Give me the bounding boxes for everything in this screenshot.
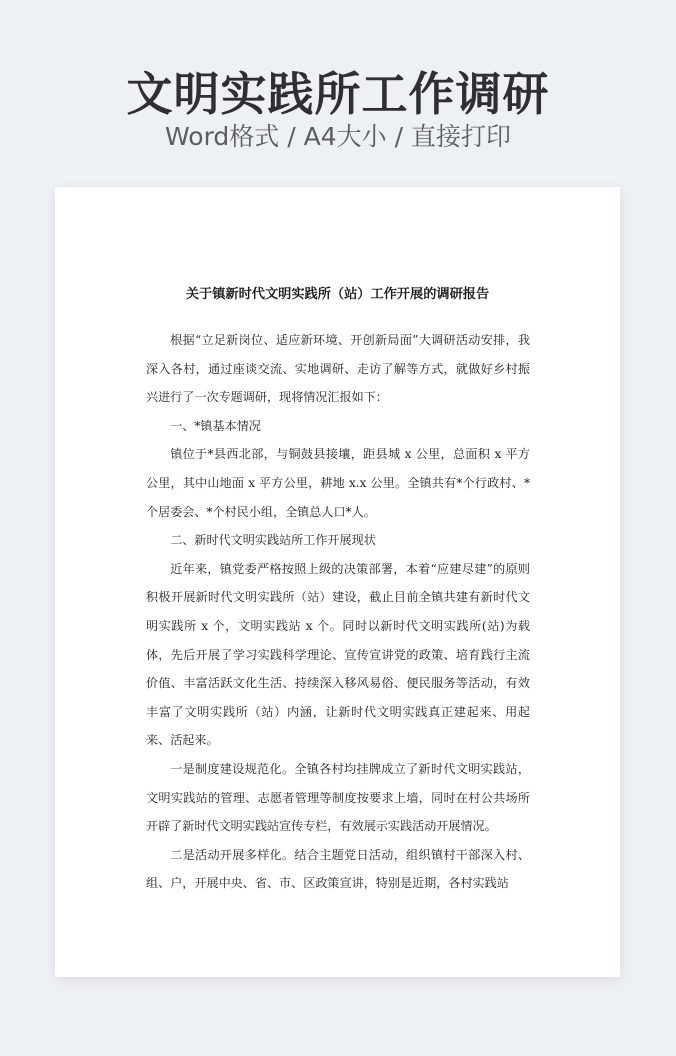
document-title: 关于镇新时代文明实践所（站）工作开展的调研报告 [185, 287, 490, 302]
section-heading-basic-info: 一、*镇基本情况 [170, 418, 261, 433]
banner-subtitle: Word格式 / A4大小 / 直接打印 [165, 122, 511, 151]
point-one-paragraph: 一是制度建设规范化。全镇各村均挂牌成立了新时代文明实践站，文明实践站的管理、志愿者管理等制度按要求上墙，同时在村公共场所开辟了新时代文明实践站宣传专栏，有效展示实践活动开展情况。 [146, 761, 530, 834]
banner-title: 文明实践所工作调研 [126, 67, 550, 121]
basic-info-paragraph: 镇位于*县西北部，与铜鼓县接壤，距县城 x 公里，总面积 x 平方公里，其中山地面 x 平方公里，耕地 x.x 公里。全镇共有*个行政村、*个居委会、*个村民小组，全镇总人口*人。 [146, 447, 530, 519]
document-body [146, 326, 530, 898]
document-page [55, 187, 620, 977]
section-heading-current-status: 二、新时代文明实践站所工作开展现状 [170, 533, 376, 548]
intro-paragraph: 根据“立足新岗位、适应新环境、开创新局面”大调研活动安排，我深入各村，通过座谈交流、实地调研、走访了解等方式，就做好乡村振兴进行了一次专题调研，现将情况汇报如下： [146, 333, 530, 405]
point-two-paragraph: 二是活动开展多样化。结合主题党日活动，组织镇村干部深入村、组、户，开展中央、省、市、区政策宣讲，特别是近期，各村实践站 [146, 847, 530, 891]
header-banner [0, 0, 676, 186]
current-status-paragraph: 近年来，镇党委严格按照上级的决策部署，本着“应建尽建”的原则积极开展新时代文明实践所（站）建设，截止目前全镇共建有新时代文明实践所 x 个，文明实践站 x 个。同时以新时代文明实践所(站)为载体，先后开展了学习实践科学理论、宣传宣讲党的政策、培育践行主流价值、丰富活跃文化生活、持续深入移风易俗、便民服务等活动，有效丰富了文明实践所（站）内涵，让新时代文明实践真正建起来、用起来、活起来。 [146, 561, 530, 748]
